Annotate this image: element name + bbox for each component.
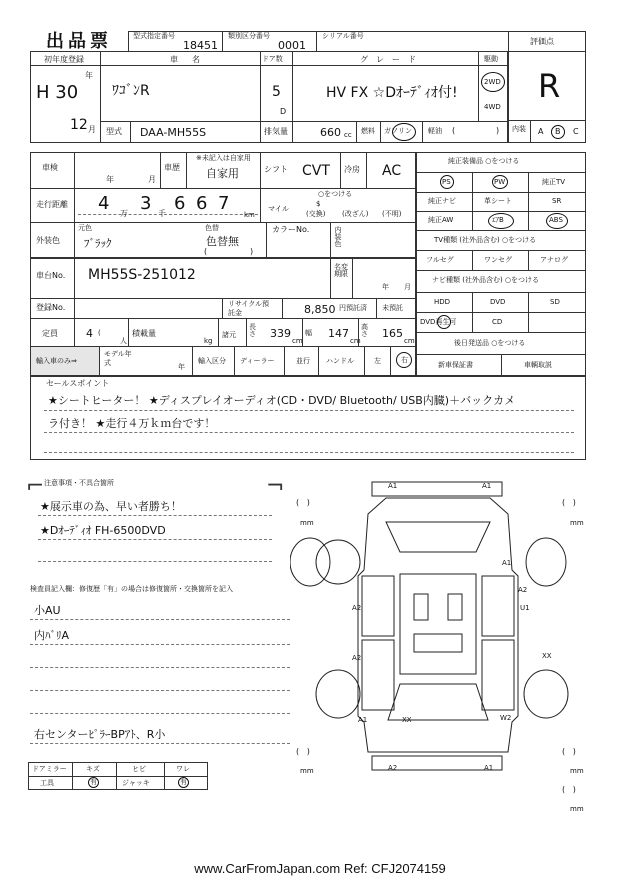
interior-label: 内装: [512, 125, 526, 133]
type-approval-value: 18451: [183, 39, 218, 52]
fuel-diesel: 軽油: [428, 127, 442, 135]
mileage-digit-3: 6: [174, 193, 186, 214]
displacement-value: 660: [320, 126, 341, 139]
inspector-line-3: 右センターﾋﾟﾗｰBPｱﾄ、R小: [34, 728, 166, 741]
navi-header: ナビ種類 (社外品含む) ○をつける: [432, 276, 540, 284]
first-reg-month: 12: [70, 117, 88, 133]
model-year-label: モデル年式: [104, 350, 132, 367]
legend-break: ワレ: [176, 765, 190, 773]
front-left-seat: [414, 594, 428, 620]
reg-label: 登録No.: [36, 303, 66, 312]
equip-ps: PS: [442, 178, 451, 186]
circle-note: ○をつける: [318, 190, 353, 198]
chassis-value: MH55S-251012: [88, 267, 196, 283]
interior-c: C: [573, 127, 579, 136]
tv-oneseg: ワンセグ: [484, 256, 512, 264]
rear-left-wheel: [316, 670, 360, 718]
color-paren-close: ): [250, 247, 254, 256]
rear-right-wheel: [524, 670, 568, 718]
sales-line-1: ★シートヒーター！ ★ディスプレイオーディオ(CD・DVD/ Bluetooth/ USB内臓)＋バックカメ: [48, 394, 516, 407]
inspector-label: 検査員記入欄：修復歴「有」の場合は修復箇所・交換箇所を記入: [30, 585, 233, 593]
front-right-seat: [448, 594, 462, 620]
shift-label: シフト: [264, 165, 288, 174]
color-code-label: 色替: [205, 224, 219, 232]
tampered-label: (改ざん): [342, 210, 369, 218]
fuel-gas: ガソリン: [384, 127, 412, 135]
mm-label-front-right: mm: [570, 519, 584, 527]
car-name-label: 車名: [170, 55, 214, 64]
cc-unit: cc: [344, 131, 352, 139]
front-left-wheel-inner: [316, 540, 360, 584]
navi-dvdplay: DVD再生可: [420, 318, 457, 326]
kg-unit: kg: [204, 337, 213, 345]
sales-line-2: ラ付き！ ★走行４万ｋｍ台です！: [48, 417, 216, 430]
dollar-sign: $: [316, 200, 321, 208]
import-type-label: 輸入区分: [198, 357, 226, 365]
dealer-option: ディーラー: [240, 357, 275, 365]
usage-value: 自家用: [206, 167, 239, 180]
notes-label: 注意事項・不具合箇所: [44, 479, 114, 487]
car-body-outline: [358, 498, 518, 752]
grade-label: グレード: [360, 55, 424, 64]
person-unit: 人: [120, 337, 127, 345]
doors-suffix: D: [280, 107, 287, 116]
month-unit: 月: [88, 125, 96, 134]
first-reg-label: 初年度登録: [44, 55, 84, 64]
handle-right: 右: [401, 356, 408, 364]
equip-abs: ABS: [549, 216, 563, 224]
mark-a2-rear-bumper: A2: [388, 764, 398, 772]
equip-sr: SR: [552, 197, 562, 205]
legend-scratch: キズ: [86, 765, 100, 773]
legend-tools: 工具: [40, 779, 54, 787]
bracket-front-left: ( ): [296, 498, 310, 507]
color-paren-open: (: [204, 247, 208, 256]
inspector-line-1: 小AU: [34, 604, 61, 617]
later-manual: 車輌取説: [524, 361, 552, 369]
tv-fullseg: フルセグ: [426, 256, 454, 264]
model-label: 型式: [106, 127, 122, 136]
length-label: 長さ: [249, 323, 256, 338]
ac-label: 冷房: [344, 165, 360, 174]
original-color-label: 元色: [78, 224, 92, 232]
class-label: 類別区分番号: [228, 32, 270, 40]
legend-jack-have: 有: [180, 778, 187, 786]
mark-a1-front-left: A1: [388, 482, 398, 490]
mm-label-bottom-right: mm: [570, 805, 584, 813]
colorno-label: カラーNo.: [272, 225, 310, 234]
length-cm: cm: [292, 337, 303, 345]
sen-unit: 千: [158, 209, 166, 218]
doors-value: 5: [272, 84, 281, 100]
notes-line-2: ★Dｵｰﾃﾞｨｵ FH-6500DVD: [40, 524, 166, 537]
model-year-unit: 年: [178, 363, 185, 371]
tv-header: TV種類 (社外品含む) ○をつける: [434, 236, 537, 244]
paren-open: (: [452, 126, 456, 135]
mileage-digit-5: 7: [218, 193, 230, 214]
rear-seat: [414, 634, 462, 652]
width-value: 147: [328, 327, 349, 340]
capacity-value: 4: [86, 327, 93, 340]
exchange-label: (交換): [306, 210, 326, 218]
inspection-year: 年: [106, 175, 114, 184]
serial-label: シリアル番号: [322, 32, 364, 40]
bracket-bottom-right: ( ): [562, 785, 576, 794]
fuel-label: 燃料: [361, 127, 375, 135]
later-header: 後日発送品 ○をつける: [454, 339, 526, 347]
ac-value: AC: [382, 163, 402, 179]
mark-a1-front-right: A1: [482, 482, 492, 490]
tv-analog: アナログ: [540, 256, 568, 264]
first-reg-era: H 30: [36, 82, 79, 103]
color-label: 外装色: [36, 236, 60, 245]
mm-label-front-left: mm: [300, 519, 314, 527]
import-label: 輸入車のみ⇒: [36, 357, 77, 365]
recycle-paid: 円預託済: [339, 304, 367, 312]
mileage-label: 走行距離: [36, 200, 68, 209]
legend-door-mirror: ドアミラー: [32, 765, 67, 773]
name-change-label: 名変期限: [334, 263, 348, 278]
right-rear-door: [482, 640, 514, 710]
notes-bracket-right: ¬: [266, 474, 285, 499]
rear-window: [388, 684, 488, 720]
note-label: 諸元: [222, 331, 236, 339]
paren-close: ): [496, 126, 500, 135]
inspection-month: 月: [148, 175, 156, 184]
load-label: 積載量: [132, 329, 156, 338]
height-cm: cm: [404, 337, 415, 345]
car-damage-diagram: [290, 470, 590, 820]
name-change-year: 年: [382, 283, 389, 291]
genuine-header: 純正装備品 ○をつける: [448, 157, 520, 165]
interior-color-label: 内装色: [334, 226, 342, 247]
rating-value: R: [538, 67, 561, 105]
mileage-digit-2: 3: [140, 193, 152, 214]
navi-sd: SD: [550, 298, 560, 306]
legend-tools-have: 有: [90, 778, 97, 786]
equip-leather: 革シート: [484, 197, 512, 205]
sales-label: セールスポイント: [46, 379, 110, 388]
class-value: 0001: [278, 39, 306, 52]
displacement-label: 排気量: [264, 127, 288, 136]
chassis-label: 車台No.: [36, 271, 66, 280]
shift-value: CVT: [302, 163, 330, 179]
mile-label: マイル: [268, 205, 289, 213]
recycle-value: 8,850: [304, 303, 336, 316]
drive-label: 駆動: [484, 55, 498, 63]
mark-u1-right-front-door: U1: [520, 604, 530, 612]
mark-xx-right-rear: XX: [542, 652, 552, 660]
front-right-wheel: [526, 538, 566, 586]
mark-w2-rear-glass: W2: [500, 714, 512, 722]
capacity-label: 定員: [42, 329, 58, 338]
navi-hdd: HDD: [434, 298, 451, 306]
legend-crack: ヒビ: [132, 765, 146, 773]
parallel-option: 並行: [296, 357, 310, 365]
equip-navi: 純正ナビ: [428, 197, 456, 205]
man-unit: 万: [120, 209, 128, 218]
handle-label: ハンドル: [326, 357, 354, 365]
mark-a2-left-front-door: A2: [352, 604, 362, 612]
mark-a2-left-rear-door: A2: [352, 654, 362, 662]
car-name: ﾜｺﾞﾝR: [112, 83, 150, 99]
width-label: 幅: [305, 329, 312, 337]
model-value: DAA-MH55S: [140, 126, 207, 139]
interior-b: B: [555, 127, 561, 136]
mark-a2-right-upper: A2: [518, 586, 528, 594]
equip-aw: 純正AW: [428, 216, 454, 224]
mark-a1-rear-bumper: A1: [484, 764, 494, 772]
mm-label-rear-right: mm: [570, 767, 584, 775]
length-value: 339: [270, 327, 291, 340]
inspection-label: 車検: [42, 163, 58, 172]
usage-label: 車歴: [164, 163, 180, 172]
notes-line-1: ★展示車の為、早い者勝ち！: [40, 500, 182, 513]
mileage-digit-1: 4: [98, 193, 110, 214]
original-color: ﾌﾞﾗｯｸ: [84, 237, 112, 250]
equip-pw: PW: [494, 178, 506, 186]
grade-value: HV FX ☆Dｵｰﾃﾞｨｵ付!: [326, 85, 458, 101]
inspector-line-2: 内ﾊﾞﾘA: [34, 629, 70, 642]
equip-tv: 純正TV: [542, 178, 566, 186]
recycle-unpaid: 未預託: [382, 304, 403, 312]
year-unit: 年: [85, 71, 93, 80]
equip-airbag: ｴｱB: [492, 216, 504, 224]
unknown-label: (不明): [382, 210, 402, 218]
mark-xx-rear-center: XX: [402, 716, 412, 724]
left-rear-door: [362, 640, 394, 710]
type-approval-label: 型式指定番号: [133, 32, 175, 40]
roof: [400, 574, 476, 674]
rating-label: 評価点: [530, 37, 554, 46]
doors-label: ドア数: [262, 55, 283, 63]
height-value: 165: [382, 327, 403, 340]
mileage-digit-4: 6: [196, 193, 208, 214]
windshield: [386, 522, 490, 552]
usage-note: ※未記入は自家用: [196, 154, 251, 162]
km-unit: km: [244, 211, 255, 219]
right-front-door: [482, 576, 514, 636]
bracket-rear-right: ( ): [562, 747, 576, 756]
mark-a1-right-fender: A1: [502, 559, 512, 567]
width-cm: cm: [350, 337, 361, 345]
footer-ref: www.CarFromJapan.com Ref: CFJ2074159: [194, 861, 446, 876]
legend-jack: ジャッキ: [122, 779, 150, 787]
later-warranty: 新車保証書: [438, 361, 473, 369]
capacity-paren: (: [98, 329, 101, 337]
navi-cd: CD: [492, 318, 503, 326]
recycle-label: リサイクル預託金: [228, 300, 270, 317]
left-front-door: [362, 576, 394, 636]
navi-dvd: DVD: [490, 298, 506, 306]
color-change: 色替無: [206, 235, 239, 248]
document-title: 出品票: [46, 31, 112, 52]
drive-2wd: 2WD: [484, 78, 501, 86]
name-change-month: 月: [404, 283, 411, 291]
interior-a: A: [538, 127, 544, 136]
handle-left: 左: [374, 357, 381, 365]
bracket-rear-left: ( ): [296, 747, 310, 756]
mm-label-rear-left: mm: [300, 767, 314, 775]
mark-a1-left-rear: A1: [358, 716, 368, 724]
notes-bracket-left: ⌐: [26, 474, 45, 499]
bracket-front-right: ( ): [562, 498, 576, 507]
drive-4wd: 4WD: [484, 103, 501, 111]
height-label: 高さ: [361, 323, 368, 338]
